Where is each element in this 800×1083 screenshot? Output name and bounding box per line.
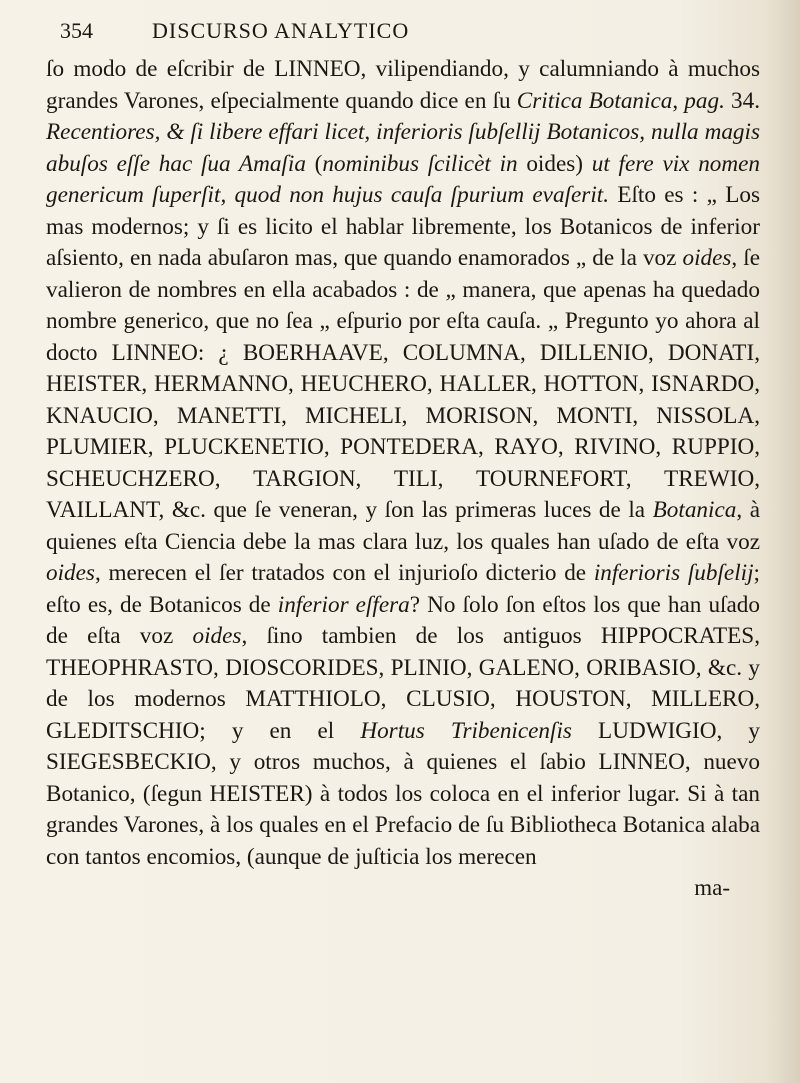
latin-quote: ut fere vix nomen genericum ſuperſit, quod non hujus cauſa ſpurium evaſerit. (46, 150, 761, 208)
text-run: ( (305, 150, 323, 177)
text-run: , (672, 87, 685, 114)
page-number: 354 (60, 18, 93, 43)
paragraph (46, 54, 760, 873)
italic-run: inferior eſfera (277, 591, 410, 618)
running-head: DISCURSO ANALYTICO (152, 18, 410, 43)
italic-run: nominibus ſcilicèt in (322, 150, 518, 177)
italic-run: inferioris ſubſelij (593, 560, 754, 586)
italic-run: oides (192, 623, 242, 649)
text-run: , à quienes eſta Ciencia debe la mas clara luz, los quales han uſado de eſta voz (46, 497, 760, 555)
text-run: LUDWIGIO, y SIEGESBECKIO, y otros muchos, à quienes el ſabio LINNEO, nuevo Botanico, (ſegun HEISTER) à todos los coloca en el inferior lugar. Si à tan grandes Varones, à los quales en el Prefacio de ſu Bibliotheca Botanica alaba con tantos encomios, (aunque de juſticia los merecen (46, 717, 760, 870)
italic-run: Botanica (652, 497, 737, 523)
italic-run: oides (682, 245, 732, 271)
text-run: 34. (724, 87, 761, 114)
text-run: , ſino tambien de los antiguos HIPPOCRATES, THEOPHRASTO, DIOSCORIDES, PLINIO, GALENO, ORIBASIO, &c. y de los modernos MATTHIOLO, CLUSIO, HOUSTON, MILLERO, GLEDITSCHIO; y en el (46, 623, 760, 744)
italic-run: pag. (684, 87, 725, 114)
text-run: oides) (517, 150, 592, 177)
text-run: ; eſto es, de Botanicos de (46, 560, 760, 618)
text-run: , ſe valieron de nombres en ella acabados : de „ manera, que apenas ha quedado nombre generico, que no ſea „ eſpurio por eſta cauſa. „ Pregunto yo ahora al docto LINNEO: ¿ BOERHAAVE, COLUMNA, DILLENIO, DONATI, HEISTER, HERMANNO, HEUCHERO, HALLER, HOTTON, ISNARDO, KNAUCIO, MANETTI, MICHELI, MORISON, MONTI, NISSOLA, PLUMIER, PLUCKENETIO, PONTEDERA, RAYO, RIVINO, RUPPIO, SCHEUCHZERO, TARGION, TILI, TOURNEFORT, TREWIO, VAILLANT, &c. que ſe veneran, y ſon las primeras luces de la (46, 245, 760, 523)
italic-run: Hortus Tribenicenſis (360, 717, 572, 744)
body-text (46, 54, 760, 873)
text-run: ? No ſolo ſon eſtos los que han uſado de eſta voz (46, 591, 760, 649)
italic-run: oides (46, 560, 95, 586)
text-run: ſo modo de eſcribir de LINNEO, vilipendiando, y calumniando à muchos grandes Varones, eſpecialmente quando dice en ſu (46, 56, 760, 114)
text-run: , merecen el ſer tratados con el injurioſo dicterio de (94, 560, 594, 586)
catchword: ma- (694, 875, 730, 900)
page-header (46, 18, 760, 54)
italic-run: Critica Botanica (516, 87, 673, 114)
text-run: Eſto es : „ Los mas modernos; y ſi es licito el hablar libremente, los Botanicos de inferior aſsiento, en nada abuſaron mas, que quando enamorados „ de la voz (46, 182, 760, 271)
latin-quote: Recentiores, & ſi libere effari licet, inferioris ſubſellij Botanicos, nulla magis abuſos eſſe hac ſua Amaſia (46, 119, 760, 177)
